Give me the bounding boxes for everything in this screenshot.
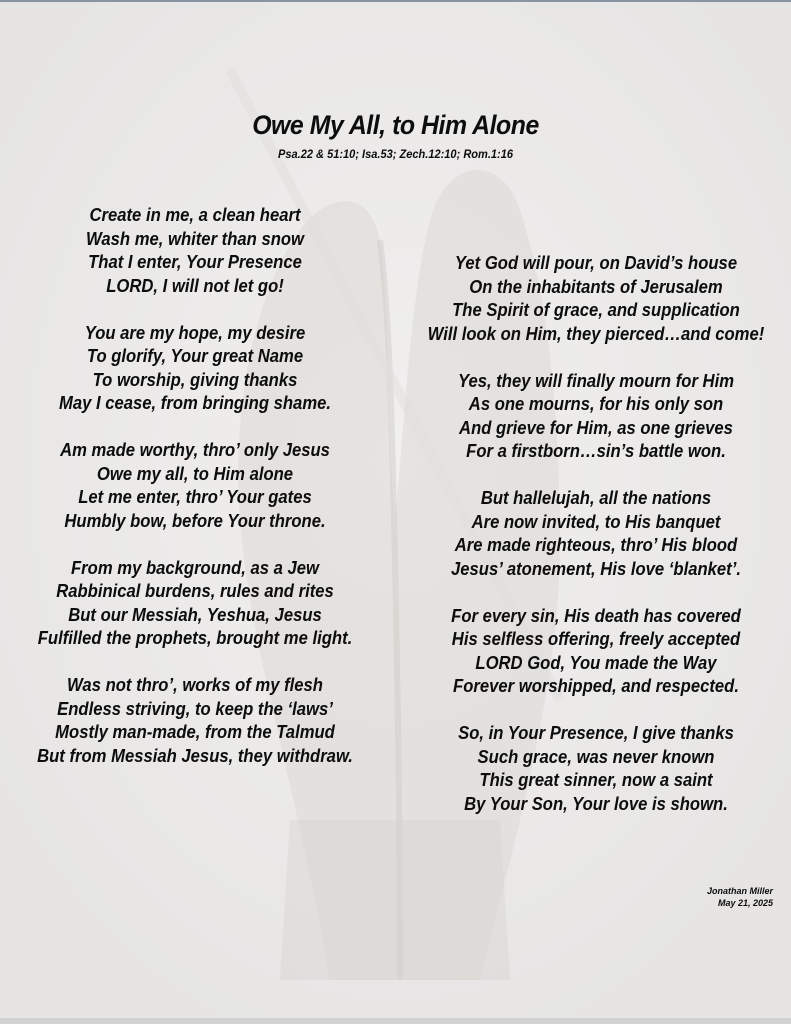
stanza — [421, 486, 772, 580]
poem-line: And grieve for Him, as one grieves — [459, 416, 733, 438]
poem-line: Rabbinical burdens, rules and rites — [56, 580, 334, 601]
poem-title: Owe My All, to Him Alone — [252, 110, 539, 140]
poem-line: May I cease, from bringing shame. — [58, 392, 332, 413]
poem-line: Such grace, was never known — [477, 745, 715, 767]
poem-line: Endless striving, to keep the ‘laws’ — [57, 697, 333, 719]
poem-line: From my background, as a Jew — [71, 556, 319, 578]
stanza — [20, 556, 371, 650]
poem-line: Humbly bow, before Your throne. — [64, 509, 326, 531]
poem-line: Yet God will pour, on David’s house — [454, 252, 738, 273]
stanza — [421, 251, 772, 345]
poem-line: Owe my all, to Him alone — [96, 462, 294, 484]
poem-line: LORD, I will not let go! — [106, 274, 284, 296]
poem-line: As one mourns, for his only son — [468, 393, 724, 414]
poem-line: For every sin, His death has covered — [451, 604, 741, 626]
poem-line: Fulfilled the prophets, brought me light. — [37, 627, 353, 648]
poem-line: Will look on Him, they pierced…and come! — [427, 322, 765, 344]
poem-line: Are made righteous, thro’ His blood — [454, 534, 738, 555]
stanza — [20, 203, 371, 297]
poem-line: But from Messiah Jesus, they withdraw. — [37, 744, 353, 766]
poem-line: To worship, giving thanks — [92, 368, 298, 390]
poem-line: LORD God, You made the Way — [475, 651, 717, 673]
stanza — [421, 721, 772, 815]
poem-line: On the inhabitants of Jerusalem — [469, 275, 723, 297]
bottom-border — [0, 1018, 791, 1024]
poem-line: By Your Son, Your love is shown. — [464, 792, 728, 814]
right-column — [421, 251, 772, 839]
stanza — [20, 438, 371, 532]
poem-line: Wash me, whiter than snow — [85, 227, 305, 249]
poem-line: Am made worthy, thro’ only Jesus — [60, 439, 330, 460]
poem-line: Was not thro’, works of my flesh — [67, 674, 323, 695]
poem-line: That I enter, Your Presence — [88, 251, 302, 272]
poem-line: Yes, they will finally mourn for Him — [457, 369, 735, 391]
stanza — [20, 321, 371, 415]
poem-line: So, in Your Presence, I give thanks — [458, 722, 734, 743]
poem-line: Are now invited, to His banquet — [471, 510, 721, 532]
poem-line: But hallelujah, all the nations — [480, 487, 712, 508]
author-date: May 21, 2025 — [717, 898, 773, 908]
poem-line: Mostly man-made, from the Talmud — [55, 721, 335, 742]
top-border — [0, 0, 791, 2]
poem-line: Jesus’ atonement, His love ‘blanket’. — [451, 557, 741, 579]
stanza — [421, 604, 772, 698]
poem-line: To glorify, Your great Name — [86, 345, 304, 366]
author-signature — [707, 885, 773, 909]
left-column — [20, 203, 371, 791]
poem-line: The Spirit of grace, and supplication — [452, 299, 740, 320]
stanza — [421, 369, 772, 463]
poem-line: Let me enter, thro’ Your gates — [78, 486, 312, 507]
poem-line: His selfless offering, freely accepted — [451, 628, 741, 649]
poem-line: Forever worshipped, and respected. — [453, 675, 739, 696]
scripture-references: Psa.22 & 51:10; Isa.53; Zech.12:10; Rom.1:16 — [277, 147, 514, 161]
poem-line: Create in me, a clean heart — [89, 204, 301, 225]
poem-line: For a firstborn…sin’s battle won. — [466, 440, 726, 461]
author-name: Jonathan Miller — [706, 886, 773, 896]
stanza — [20, 673, 371, 767]
poem-line: But our Messiah, Yeshua, Jesus — [68, 603, 322, 625]
poem-line: This great sinner, now a saint — [479, 769, 713, 790]
poem-line: You are my hope, my desire — [84, 321, 306, 343]
